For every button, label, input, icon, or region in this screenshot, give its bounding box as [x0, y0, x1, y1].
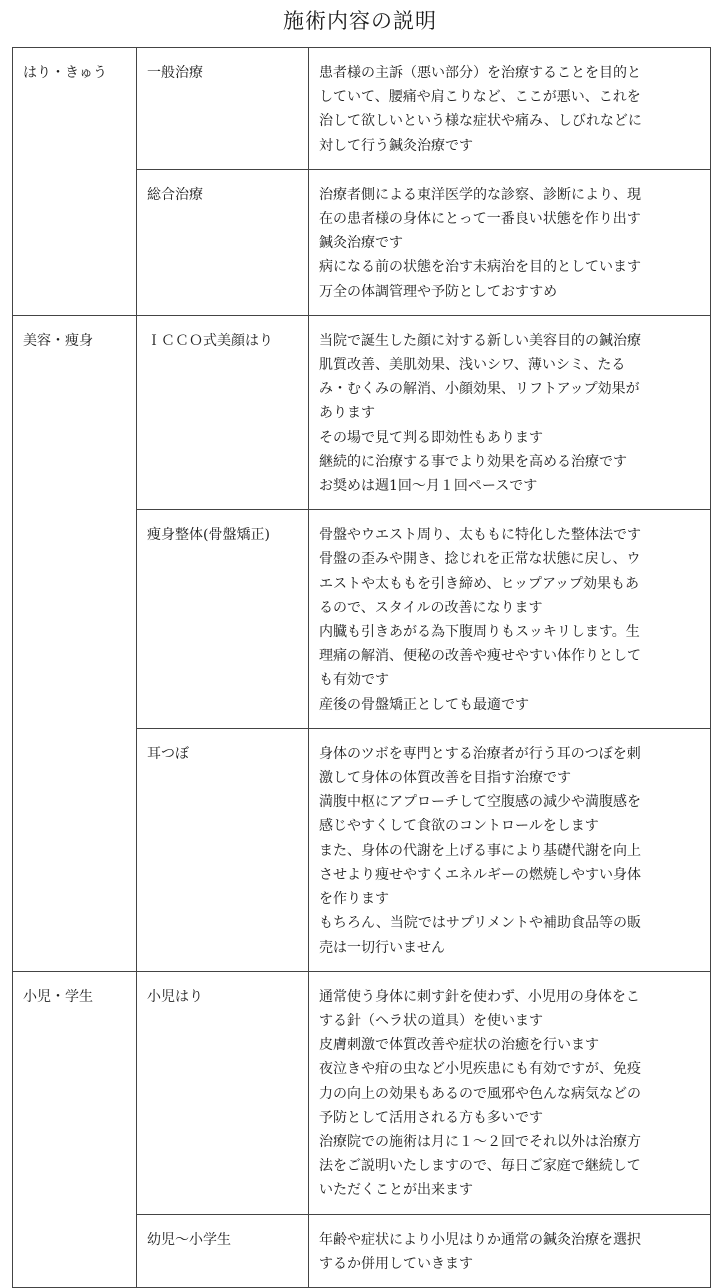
description-line: いただくことが出来ます: [319, 1182, 473, 1199]
description-line: 治療院での施術は月に１〜２回でそれ以外は治療方: [319, 1133, 641, 1150]
treatment-name-cell: ＩＣＣＯ式美顔はり: [137, 315, 309, 509]
description-line: 骨盤の歪みや開き、捻じれを正常な状態に戻し、ウ: [319, 551, 641, 568]
treatment-description-cell: [309, 169, 711, 315]
description-line: その場で見て判る即効性もあります: [319, 429, 543, 446]
description-line: また、身体の代謝を上げる事により基礎代謝を向上: [319, 842, 641, 859]
description-line: 病になる前の状態を治す未病治を目的としています: [319, 259, 641, 276]
page-title: 施術内容の説明: [283, 9, 437, 33]
treatment-description-cell: [309, 315, 711, 509]
description-line: エストや太ももを引き締め、ヒップアップ効果もあ: [319, 575, 640, 592]
description-line: も有効です: [319, 672, 389, 689]
treatment-name-cell: 小児はり: [137, 971, 309, 1214]
description-line: するか併用していきます: [319, 1255, 473, 1272]
description-line: 肌質改善、美肌効果、浅いシワ、薄いシミ、たる: [319, 357, 626, 374]
description-line: していて、腰痛や肩こりなど、ここが悪い、これを: [319, 89, 641, 106]
category-cell: 美容・痩身: [13, 315, 137, 971]
table-row: [13, 48, 711, 170]
treatment-description-cell: [309, 728, 711, 971]
description-line: 激して身体の体質改善を目指す治療です: [319, 770, 571, 787]
description-line: する針（ヘラ状の道具）を使います: [319, 1012, 543, 1029]
treatment-description-cell: [309, 971, 711, 1214]
treatment-table: [12, 47, 711, 1288]
description-line: 感じやすくして食欲のコントロールをします: [319, 818, 599, 835]
description-line: お奨めは週1回〜月１回ペースです: [319, 478, 538, 495]
description-line: 法をご説明いたしますので、毎日ご家庭で継続して: [319, 1158, 641, 1175]
treatment-description-cell: [309, 1214, 711, 1287]
description-line: 力の向上の効果もあるので風邪や色んな病気などの: [319, 1085, 641, 1102]
description-line: 年齢や症状により小児はりか通常の鍼灸治療を選択: [319, 1231, 641, 1248]
category-cell: はり・きゅう: [13, 48, 137, 316]
description-line: 産後の骨盤矯正としても最適です: [319, 696, 529, 713]
treatment-table-body: [13, 48, 711, 1288]
description-line: もちろん、当院ではサプリメントや補助食品等の販: [319, 915, 641, 932]
description-line: 対して行う鍼灸治療です: [319, 137, 473, 154]
treatment-name-cell: 一般治療: [137, 48, 309, 170]
table-row: [13, 315, 711, 509]
description-line: 鍼灸治療です: [319, 235, 403, 252]
treatment-name-cell: 総合治療: [137, 169, 309, 315]
description-line: あります: [319, 405, 375, 422]
description-line: 継続的に治療する事でより効果を高める治療です: [319, 453, 627, 470]
description-line: 売は一切行いません: [319, 939, 445, 956]
treatment-name-cell: 耳つぼ: [137, 728, 309, 971]
description-line: 予防として活用される方も多いです: [319, 1109, 543, 1126]
description-line: 内臓も引きあがる為下腹周りもスッキリします。生: [319, 624, 640, 641]
description-line: 満腹中枢にアプローチして空腹感の減少や満腹感を: [319, 794, 641, 811]
description-line: 当院で誕生した顔に対する新しい美容目的の鍼治療: [319, 332, 641, 349]
description-line: 在の患者様の身体にとって一番良い状態を作り出す: [319, 211, 641, 228]
description-line: 治して欲しいという様な症状や痛み、しびれなどに: [319, 113, 642, 130]
description-line: るので、スタイルの改善になります: [319, 599, 543, 616]
treatment-description-cell: [309, 48, 711, 170]
category-cell: 小児・学生: [13, 971, 137, 1287]
treatment-description-cell: [309, 510, 711, 729]
description-line: 万全の体調管理や予防としておすすめ: [319, 283, 558, 300]
treatment-name-cell: 痩身整体(骨盤矯正): [137, 510, 309, 729]
description-line: 治療者側による東洋医学的な診察、診断により、現: [319, 186, 641, 203]
description-line: させより痩せやすくエネルギーの燃焼しやすい身体: [319, 866, 641, 883]
treatment-name-cell: 幼児〜小学生: [137, 1214, 309, 1287]
description-line: 身体のツボを専門とする治療者が行う耳のつぼを刺: [319, 745, 641, 762]
description-line: み・むくみの解消、小顔効果、リフトアップ効果が: [319, 381, 640, 398]
description-line: 通常使う身体に刺す針を使わず、小児用の身体をこ: [319, 988, 640, 1005]
description-line: 夜泣きや疳の虫など小児疾患にも有効ですが、免疫: [319, 1061, 641, 1078]
description-line: 患者様の主訴（悪い部分）を治療することを目的と: [319, 65, 641, 81]
description-line: 骨盤やウエスト周り、太ももに特化した整体法です: [319, 527, 641, 544]
description-line: を作ります: [319, 891, 389, 908]
table-row: [13, 971, 711, 1214]
description-line: 理痛の解消、便秘の改善や痩せやすい体作りとして: [319, 648, 641, 665]
description-line: 皮膚刺激で体質改善や症状の治癒を行います: [319, 1037, 599, 1054]
